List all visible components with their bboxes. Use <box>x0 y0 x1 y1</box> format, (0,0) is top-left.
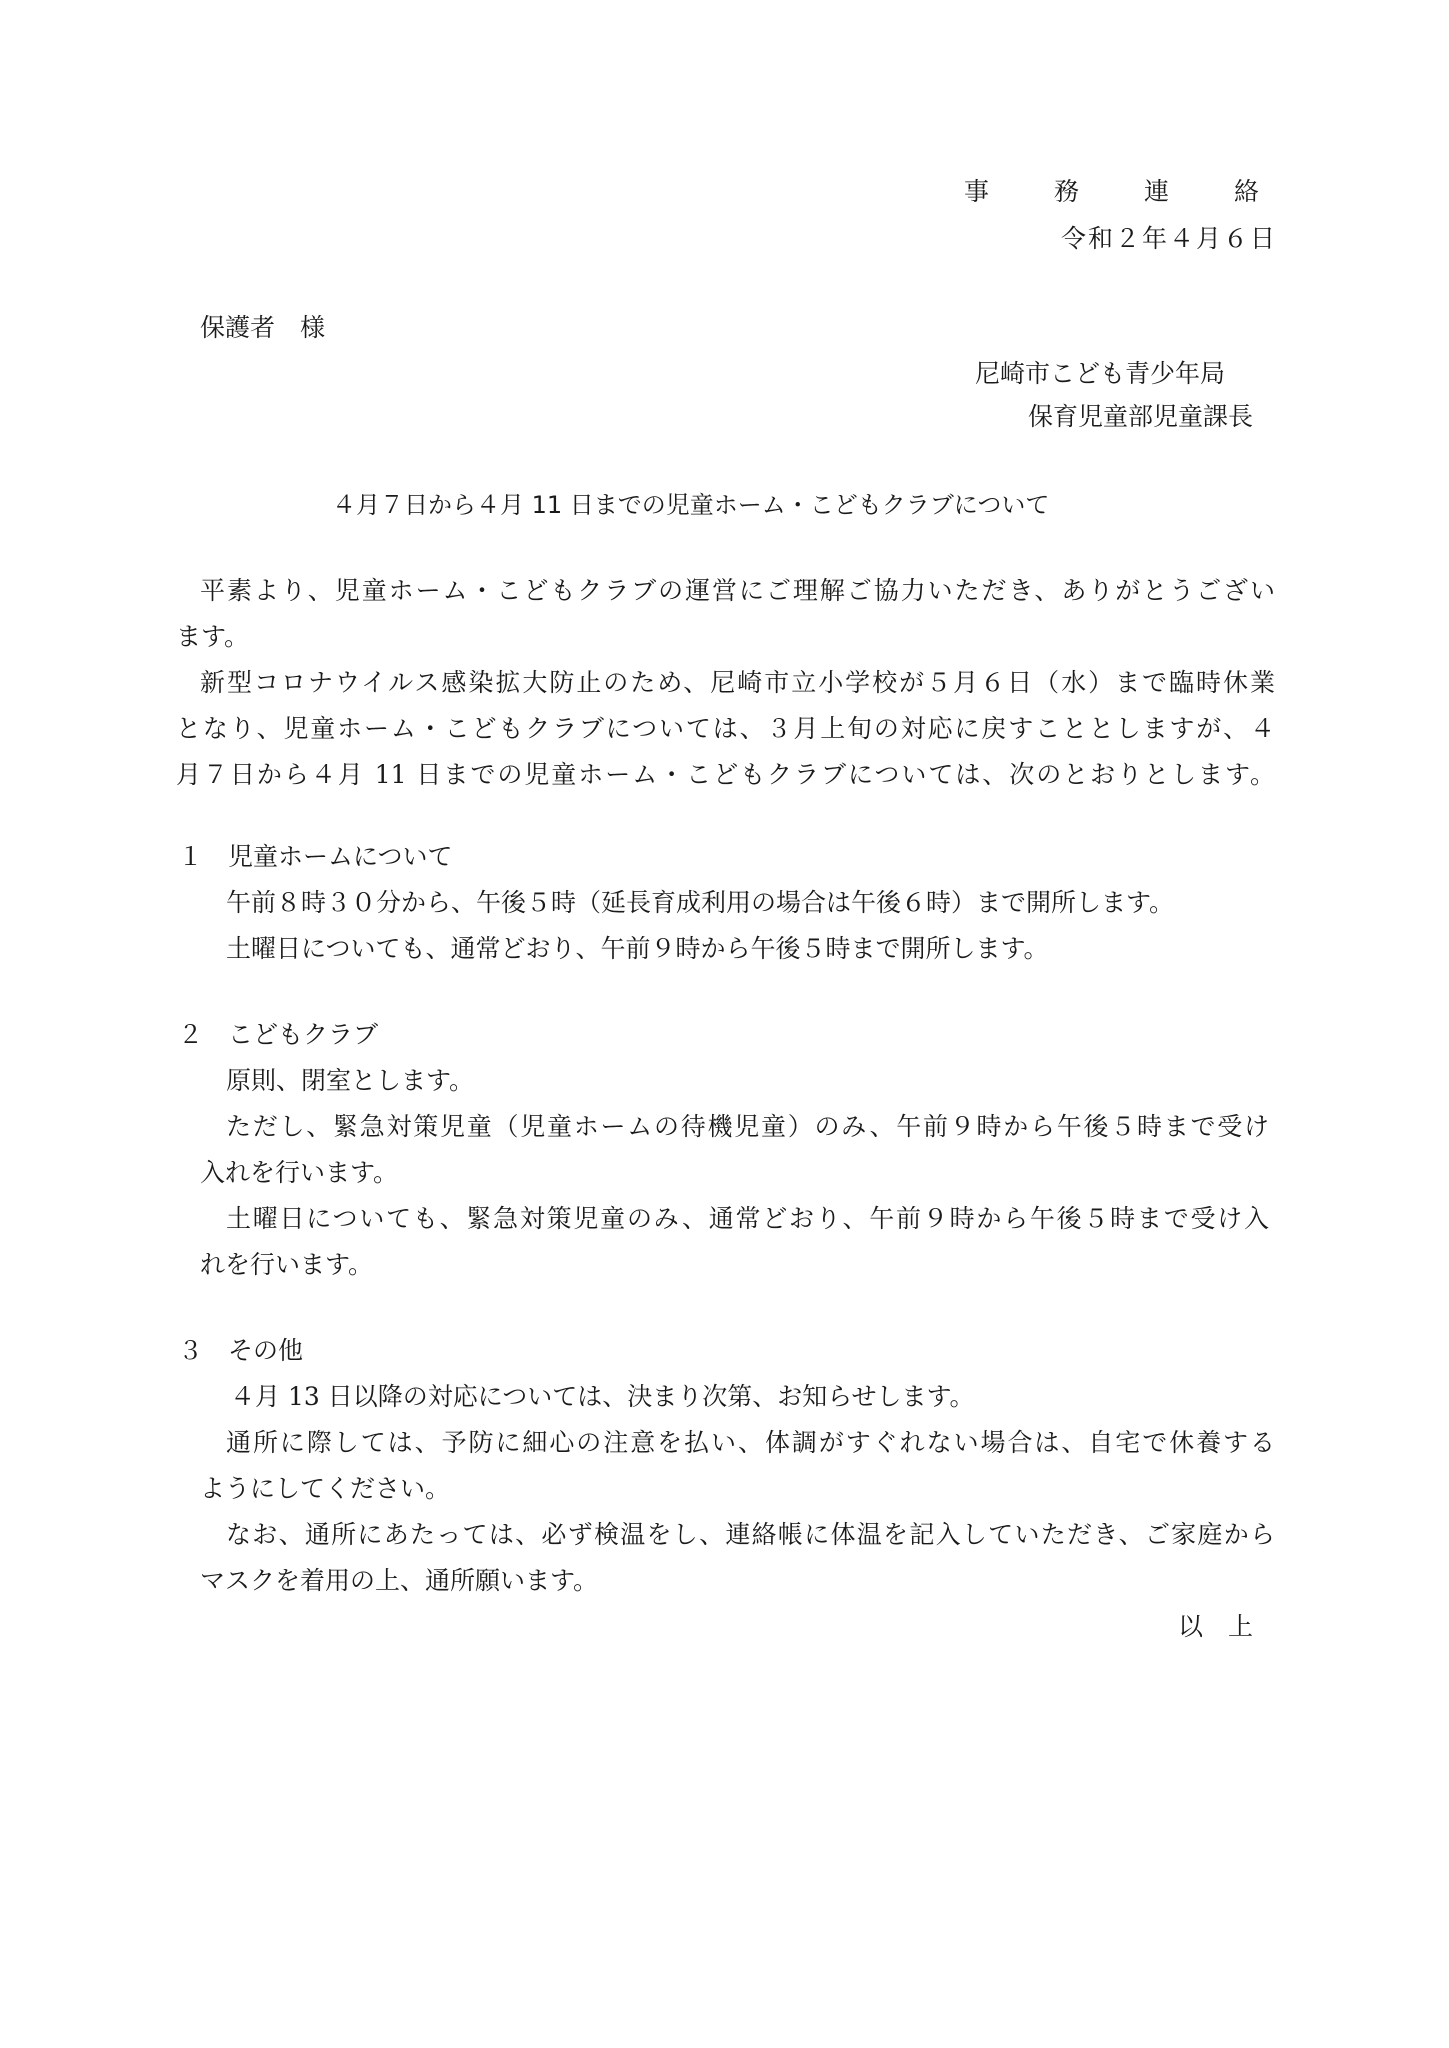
document-date: 令和２年４月６日 <box>1060 224 1277 253</box>
intro-p2-line3: 月７日から４月 11 日までの児童ホーム・こどもクラブについては、次のとおりとします。 <box>176 760 1275 789</box>
sender-dept: 保育児童部児童課長 <box>1027 402 1253 431</box>
addressee: 保護者 様 <box>200 313 326 342</box>
section-line: 入れを行います。 <box>200 1158 399 1187</box>
notice-type: 事 務 連 絡 <box>963 177 1279 206</box>
section-heading: ２ こどもクラブ <box>178 1020 379 1049</box>
section-heading: ３ その他 <box>178 1336 304 1365</box>
page-title: ４月７日から４月 11 日までの児童ホーム・こどもクラブについて <box>332 491 1050 519</box>
intro-p2-line1: 新型コロナウイルス感染拡大防止のため、尼崎市立小学校が５月６日（水）まで臨時休業 <box>200 668 1275 697</box>
closing-mark: 以 上 <box>1177 1612 1253 1641</box>
sender-org: 尼崎市こども青少年局 <box>974 359 1225 388</box>
section-heading: １ 児童ホームについて <box>178 842 453 871</box>
section-line: 原則、閉室とします。 <box>226 1066 475 1095</box>
section-line: ただし、緊急対策児童（児童ホームの待機児童）のみ、午前９時から午後５時まで受け <box>226 1112 1269 1141</box>
intro-p1-line2: ます。 <box>176 622 250 651</box>
section-line: 土曜日についても、通常どおり、午前９時から午後５時まで開所します。 <box>226 934 1049 963</box>
section-line: 通所に際しては、予防に細心の注意を払い、体調がすぐれない場合は、自宅で休養する <box>226 1428 1275 1457</box>
section-line: 土曜日についても、緊急対策児童のみ、通常どおり、午前９時から午後５時まで受け入 <box>226 1204 1269 1233</box>
section-line: なお、通所にあたっては、必ず検温をし、連絡帳に体温を記入していただき、ご家庭から <box>226 1520 1275 1549</box>
section-line: ４月 13 日以降の対応については、決まり次第、お知らせします。 <box>230 1382 975 1411</box>
section-line: マスクを着用の上、通所願います。 <box>200 1566 599 1595</box>
intro-p1-line1: 平素より、児童ホーム・こどもクラブの運営にご理解ご協力いただき、ありがとうござい <box>200 576 1275 605</box>
intro-p2-line2: となり、児童ホーム・こどもクラブについては、３月上旬の対応に戻すこととしますが、４ <box>176 714 1275 743</box>
section-line: 午前８時３０分から、午後５時（延長育成利用の場合は午後６時）まで開所します。 <box>226 888 1175 917</box>
section-line: れを行います。 <box>200 1250 374 1279</box>
section-line: ようにしてください。 <box>200 1474 451 1503</box>
